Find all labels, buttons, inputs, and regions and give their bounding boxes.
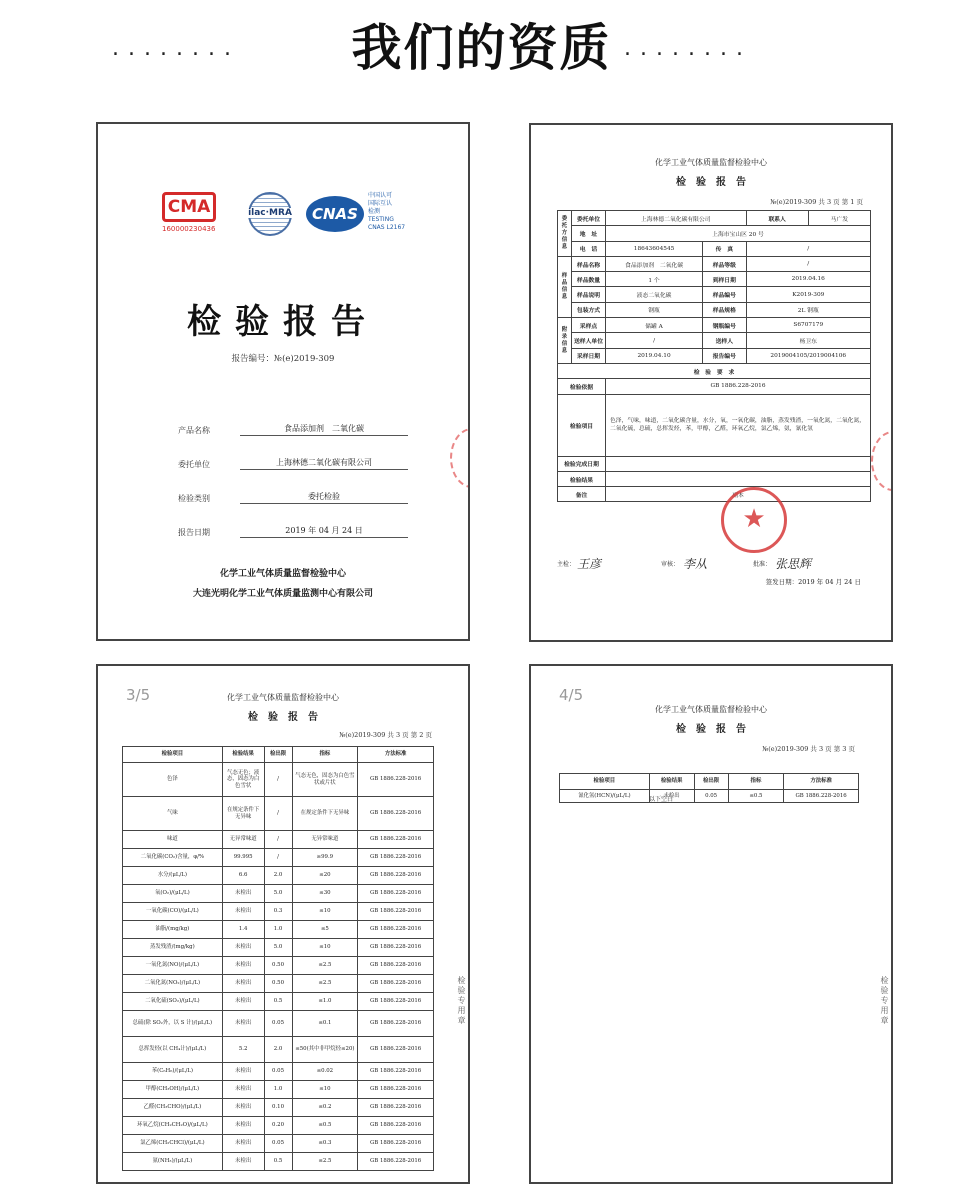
table-cell: GB 1886.228-2016: [358, 1081, 434, 1099]
cell-value: S6707179: [746, 318, 870, 333]
table-cell: ≤50(其中非甲烷烃≤20): [292, 1037, 358, 1063]
ilac-mra-logo: [244, 192, 296, 236]
sign-label: 批准：: [753, 561, 772, 568]
table-cell: ≤2.5: [292, 957, 358, 975]
table-row: [558, 272, 871, 287]
table-cell: ≤0.3: [292, 1135, 358, 1153]
cell-value: 1 个: [606, 272, 703, 287]
cma-logo: [162, 192, 220, 233]
results-page-no: №(e)2019-309 共 3 页 第 3 页: [762, 745, 855, 753]
cell-label: 送样人: [703, 333, 746, 348]
report-results-page[interactable]: [96, 664, 470, 1184]
table-cell: 未检出: [222, 885, 264, 903]
table-cell: 气态无色；液态，固态为白色雪状: [222, 763, 264, 797]
table-cell: GB 1886.228-2016: [358, 763, 434, 797]
table-cell: ≤1.0: [292, 993, 358, 1011]
table-row: [123, 1135, 434, 1153]
table-cell: 气态无色，固态为白色雪状或片状: [292, 763, 358, 797]
table-cell: 未检出: [222, 975, 264, 993]
table-cell: GB 1886.228-2016: [358, 885, 434, 903]
table-cell: 6.6: [222, 867, 264, 885]
report-detail-page[interactable]: [529, 123, 893, 642]
table-cell: ≤10: [292, 1081, 358, 1099]
cell-label: 检验完成日期: [558, 456, 606, 471]
table-row: [560, 790, 859, 803]
table-cell: 氰化氢(HCN)/(μL/L): [560, 790, 650, 803]
table-cell: 苯(C₆H₆)/(μL/L): [123, 1063, 223, 1081]
table-cell: /: [264, 763, 292, 797]
cell-value: 马广发: [808, 211, 870, 226]
blank-below-note: 以下空白: [649, 796, 674, 803]
cell-label: 送样人单位: [572, 333, 606, 348]
signature: 张思辉: [775, 557, 812, 571]
table-cell: 二氧化硫(SO₂)/(μL/L): [123, 993, 223, 1011]
table-cell: 氧(O₂)/(μL/L): [123, 885, 223, 903]
results-table: [559, 773, 859, 803]
cnas-line: TESTING: [368, 216, 394, 223]
cell-value: [606, 456, 871, 471]
logo-row: [162, 192, 422, 244]
table-cell: 2.0: [264, 1037, 292, 1063]
field-value: 上海林德二氧化碳有限公司: [240, 457, 408, 470]
table-row: [558, 302, 871, 317]
cnas-logo: [306, 192, 426, 240]
table-row: [123, 993, 434, 1011]
cell-label: 样品编号: [703, 287, 746, 302]
table-cell: 无异常味道: [292, 831, 358, 849]
table-cell: 油脂/(mg/kg): [123, 921, 223, 939]
cell-value: [606, 471, 871, 486]
table-cell: 总挥发烃(以 CH₄计)/(μL/L): [123, 1037, 223, 1063]
table-cell: /: [264, 797, 292, 831]
cell-label: 电 话: [572, 241, 606, 256]
cell-label: 到样日期: [703, 272, 746, 287]
table-row: [123, 849, 434, 867]
detail-page-no: №(e)2019-309 共 3 页 第 1 页: [770, 198, 863, 206]
table-cell: 未检出: [222, 1153, 264, 1171]
table-row: [558, 487, 871, 502]
field-label: 检验类别: [178, 494, 210, 503]
table-cell: GB 1886.228-2016: [358, 1037, 434, 1063]
table-cell: 氯乙烯(CH₂CHCl)/(μL/L): [123, 1135, 223, 1153]
table-cell: GB 1886.228-2016: [358, 831, 434, 849]
table-row: [123, 867, 434, 885]
table-cell: 0.3: [264, 903, 292, 921]
cell-label: 样品说明: [572, 287, 606, 302]
table-cell: ≤0.2: [292, 1099, 358, 1117]
cell-label: 地 址: [572, 226, 606, 241]
results-title: 检 验 报 告: [248, 712, 318, 723]
table-row: [123, 763, 434, 797]
table-cell: ≤0.1: [292, 1011, 358, 1037]
cover-field: [178, 422, 408, 436]
table-cell: GB 1886.228-2016: [358, 1063, 434, 1081]
table-row: [558, 226, 871, 241]
table-cell: 0.50: [264, 975, 292, 993]
page-tag: 3/5: [126, 686, 151, 704]
column-header: 方法标准: [784, 774, 859, 790]
cell-value: 食品添加剂 二氧化碳: [606, 256, 703, 271]
table-cell: 味道: [123, 831, 223, 849]
signature: 李从: [683, 557, 708, 571]
table-cell: 0.20: [264, 1117, 292, 1135]
column-header: 检验项目: [560, 774, 650, 790]
table-cell: 1.4: [222, 921, 264, 939]
cnas-side-text: [368, 192, 405, 232]
table-row: [123, 939, 434, 957]
table-cell: 未检出: [649, 790, 694, 803]
table-cell: 0.05: [694, 790, 728, 803]
decor-dots-right: ........: [624, 36, 752, 61]
cell-value: /: [746, 256, 870, 271]
table-cell: 0.10: [264, 1099, 292, 1117]
cma-mark: CMA: [162, 192, 216, 222]
table-row: [123, 885, 434, 903]
table-cell: GB 1886.228-2016: [358, 939, 434, 957]
cell-value: 18643604545: [606, 241, 703, 256]
results-body: [560, 790, 859, 803]
detail-title: 检 验 报 告: [676, 177, 746, 188]
results-body: [123, 763, 434, 1171]
cnas-line: CNAS L2167: [368, 224, 406, 231]
page-header: [0, 0, 963, 90]
side-label: 附录信息: [558, 318, 572, 364]
table-row: [123, 831, 434, 849]
table-cell: /: [264, 831, 292, 849]
table-row: [558, 241, 871, 256]
table-cell: ≤0.02: [292, 1063, 358, 1081]
table-cell: 在规定条件下无异味: [292, 797, 358, 831]
table-cell: GB 1886.228-2016: [358, 1099, 434, 1117]
results-title: 检 验 报 告: [676, 724, 746, 735]
table-cell: GB 1886.228-2016: [358, 849, 434, 867]
table-cell: 5.2: [222, 1037, 264, 1063]
table-cell: 未检出: [222, 939, 264, 957]
table-cell: 未检出: [222, 1011, 264, 1037]
table-row: [558, 211, 871, 226]
table-cell: ≤10: [292, 903, 358, 921]
table-row: [558, 363, 871, 378]
table-cell: GB 1886.228-2016: [784, 790, 859, 803]
field-value: 2019 年 04 月 24 日: [240, 525, 408, 538]
table-cell: 水分/(μL/L): [123, 867, 223, 885]
cell-value: GB 1886.228-2016: [606, 379, 871, 394]
cover-title: 检验报告: [187, 302, 379, 342]
cell-label: 样品等级: [703, 256, 746, 271]
table-cell: 气味: [123, 797, 223, 831]
issue-date: 签发日期：2019 年 04 月 24 日: [765, 578, 861, 586]
cell-value: /: [746, 241, 870, 256]
cnas-line: 中国认可: [368, 192, 393, 199]
table-cell: GB 1886.228-2016: [358, 921, 434, 939]
decor-dots-left: ........: [112, 36, 240, 61]
table-cell: 1.0: [264, 1081, 292, 1099]
cell-label: 备注: [558, 487, 606, 502]
table-cell: 在规定条件下无异味: [222, 797, 264, 831]
table-cell: 0.05: [264, 1135, 292, 1153]
table-cell: 未检出: [222, 957, 264, 975]
table-row: [558, 379, 871, 394]
cover-field: [178, 490, 408, 504]
column-header: 指标: [728, 774, 784, 790]
table-row: [123, 1117, 434, 1135]
results-page-no: №(e)2019-309 共 3 页 第 2 页: [339, 731, 432, 739]
table-cell: 总硫(除 SO₂外，以 S 计)/(μL/L): [123, 1011, 223, 1037]
table-row: [558, 471, 871, 486]
cell-label: 包装方式: [572, 302, 606, 317]
table-cell: 2.0: [264, 867, 292, 885]
table-row: [123, 975, 434, 993]
table-row: [123, 1081, 434, 1099]
cell-label: 采样点: [572, 318, 606, 333]
red-seal-stamp: [721, 487, 787, 553]
side-label: 样品信息: [558, 256, 572, 317]
table-cell: 5.0: [264, 939, 292, 957]
table-row: [558, 256, 871, 271]
cell-label: 样品规格: [703, 302, 746, 317]
field-value: 食品添加剂 二氧化碳: [240, 423, 408, 436]
cell-label: 检验结果: [558, 471, 606, 486]
table-cell: 二氧化氮(NO₂)/(μL/L): [123, 975, 223, 993]
cell-value: 杨卫东: [746, 333, 870, 348]
table-cell: ≤10: [292, 939, 358, 957]
cell-value: 2019004105/2019004106: [746, 348, 870, 363]
cell-label: 报告编号: [703, 348, 746, 363]
cma-number: 160000230436: [162, 225, 216, 233]
section-header: 检 验 要 求: [558, 363, 871, 378]
table-row: [123, 1153, 434, 1171]
table-cell: ≤5: [292, 921, 358, 939]
table-cell: 99.995: [222, 849, 264, 867]
table-cell: 蒸发残渣/(mg/kg): [123, 939, 223, 957]
detail-org: 化学工业气体质量监督检验中心: [655, 158, 767, 167]
table-cell: 未检出: [222, 1099, 264, 1117]
column-header: 检验结果: [649, 774, 694, 790]
table-header-row: [560, 774, 859, 790]
cell-value: 上海林德二氧化碳有限公司: [606, 211, 747, 226]
table-cell: GB 1886.228-2016: [358, 1135, 434, 1153]
cell-value: 色泽，气味，味道，二氧化碳含量，水分，氧，一氧化碳，油脂，蒸发残渣，一氧化氮，二氧化氮，二氧化硫，总硫，总挥发烃，苯，甲醇，乙醛，环氧乙烷，氯乙烯，氨，氰化氢: [606, 394, 871, 456]
table-cell: 氨(NH₃)/(μL/L): [123, 1153, 223, 1171]
seal-stamp-partial: [450, 428, 470, 488]
column-header: 检验项目: [123, 747, 223, 763]
scan-mark: 检验专用章: [457, 976, 466, 1026]
table-cell: GB 1886.228-2016: [358, 1117, 434, 1135]
table-cell: 未检出: [222, 1117, 264, 1135]
table-row: [123, 903, 434, 921]
table-row: [123, 1099, 434, 1117]
detail-form-table: [557, 210, 871, 502]
cell-value: K2019-309: [746, 287, 870, 302]
column-header: 检出限: [264, 747, 292, 763]
column-header: 方法标准: [358, 747, 434, 763]
page-title: 我们的资质: [351, 19, 612, 77]
side-label: 委托方信息: [558, 211, 572, 257]
cell-label: 样品数量: [572, 272, 606, 287]
table-row: [558, 318, 871, 333]
field-label: 产品名称: [178, 426, 210, 435]
table-cell: ≤0.5: [728, 790, 784, 803]
table-cell: GB 1886.228-2016: [358, 975, 434, 993]
table-cell: ≤0.5: [292, 1117, 358, 1135]
table-cell: ≤20: [292, 867, 358, 885]
table-cell: GB 1886.228-2016: [358, 1011, 434, 1037]
seal-stamp-partial: [871, 431, 893, 491]
table-row: [123, 797, 434, 831]
results-table: [122, 746, 434, 1171]
table-cell: GB 1886.228-2016: [358, 957, 434, 975]
table-cell: GB 1886.228-2016: [358, 993, 434, 1011]
table-row: [558, 287, 871, 302]
table-cell: 甲醇(CH₃OH)/(μL/L): [123, 1081, 223, 1099]
table-cell: GB 1886.228-2016: [358, 1153, 434, 1171]
table-cell: ≤2.5: [292, 975, 358, 993]
table-row: [123, 1063, 434, 1081]
table-row: [123, 921, 434, 939]
cell-value: 2019.04.10: [606, 348, 703, 363]
table-cell: GB 1886.228-2016: [358, 797, 434, 831]
results-org: 化学工业气体质量监督检验中心: [655, 705, 767, 714]
cell-value: 上海市宝山区 20 号: [606, 226, 871, 241]
cell-value: 2019.04.16: [746, 272, 870, 287]
table-cell: 未检出: [222, 903, 264, 921]
signature: 王彦: [577, 557, 602, 571]
column-header: 指标: [292, 747, 358, 763]
cell-label: 样品名称: [572, 256, 606, 271]
cell-value: 液态二氧化碳: [606, 287, 703, 302]
table-cell: 未检出: [222, 1063, 264, 1081]
table-cell: 未检出: [222, 1135, 264, 1153]
table-cell: 0.5: [264, 1153, 292, 1171]
table-row: [123, 1011, 434, 1037]
table-cell: 0.05: [264, 1011, 292, 1037]
star-icon: ★: [742, 504, 766, 534]
cell-value: 钢瓶: [606, 302, 703, 317]
table-row: [123, 957, 434, 975]
cell-value: 副本: [606, 487, 871, 502]
results-org: 化学工业气体质量监督检验中心: [227, 693, 339, 702]
table-cell: 0.50: [264, 957, 292, 975]
table-cell: 未检出: [222, 993, 264, 1011]
table-row: [558, 333, 871, 348]
table-cell: ≤30: [292, 885, 358, 903]
table-cell: 乙醛(CH₃CHO)/(μL/L): [123, 1099, 223, 1117]
table-cell: 二氧化碳(CO₂)含量，φ/%: [123, 849, 223, 867]
cell-label: 委托单位: [572, 211, 606, 226]
cell-value: 储罐 A: [606, 318, 703, 333]
cnas-line: 国际互认: [368, 200, 393, 207]
report-cover[interactable]: [96, 122, 470, 641]
page-tag: 4/5: [559, 686, 584, 704]
cell-label: 检验项目: [558, 394, 606, 456]
cover-org-1: 化学工业气体质量监督检验中心: [219, 569, 346, 579]
table-cell: 一氧化氮(NO)/(μL/L): [123, 957, 223, 975]
table-cell: ≤2.5: [292, 1153, 358, 1171]
table-header-row: [123, 747, 434, 763]
cell-label: 采样日期: [572, 348, 606, 363]
table-cell: 未检出: [222, 1081, 264, 1099]
table-cell: 色泽: [123, 763, 223, 797]
table-row: [558, 348, 871, 363]
table-cell: 0.05: [264, 1063, 292, 1081]
cnas-line: 检测: [368, 208, 381, 215]
table-row: [558, 394, 871, 456]
table-cell: 1.0: [264, 921, 292, 939]
cell-label: 联系人: [746, 211, 808, 226]
field-label: 报告日期: [178, 528, 210, 537]
sign-label: 主检：: [557, 561, 576, 568]
table-row: [123, 1037, 434, 1063]
table-cell: 无异常味道: [222, 831, 264, 849]
table-cell: /: [264, 849, 292, 867]
cover-report-no: 报告编号：№(e)2019-309: [231, 354, 335, 364]
table-cell: 5.0: [264, 885, 292, 903]
report-results-last-page[interactable]: [529, 664, 893, 1184]
cnas-mark: CNAS: [306, 196, 364, 232]
scan-mark: 检验专用章: [880, 976, 889, 1026]
cell-value: 2L 钢瓶: [746, 302, 870, 317]
cover-field: [178, 524, 408, 538]
field-value: 委托检验: [240, 491, 408, 504]
cell-value: /: [606, 333, 703, 348]
cell-label: 钢瓶编号: [703, 318, 746, 333]
cover-field: [178, 456, 408, 470]
table-cell: 环氧乙烷(CH₂CH₂O)/(μL/L): [123, 1117, 223, 1135]
cover-org-2: 大连光明化学工业气体质量监测中心有限公司: [192, 589, 373, 599]
signature-row: [557, 555, 871, 577]
field-label: 委托单位: [178, 460, 210, 469]
table-cell: 一氧化碳(CO)/(μL/L): [123, 903, 223, 921]
table-cell: GB 1886.228-2016: [358, 867, 434, 885]
sign-label: 审核：: [661, 561, 680, 568]
column-header: 检出限: [694, 774, 728, 790]
ilac-text: ilac·MRA: [242, 208, 298, 218]
table-row: [558, 456, 871, 471]
table-cell: GB 1886.228-2016: [358, 903, 434, 921]
table-cell: 0.5: [264, 993, 292, 1011]
table-cell: ≥99.9: [292, 849, 358, 867]
cell-label: 检验依据: [558, 379, 606, 394]
column-header: 检验结果: [222, 747, 264, 763]
cell-label: 传 真: [703, 241, 746, 256]
